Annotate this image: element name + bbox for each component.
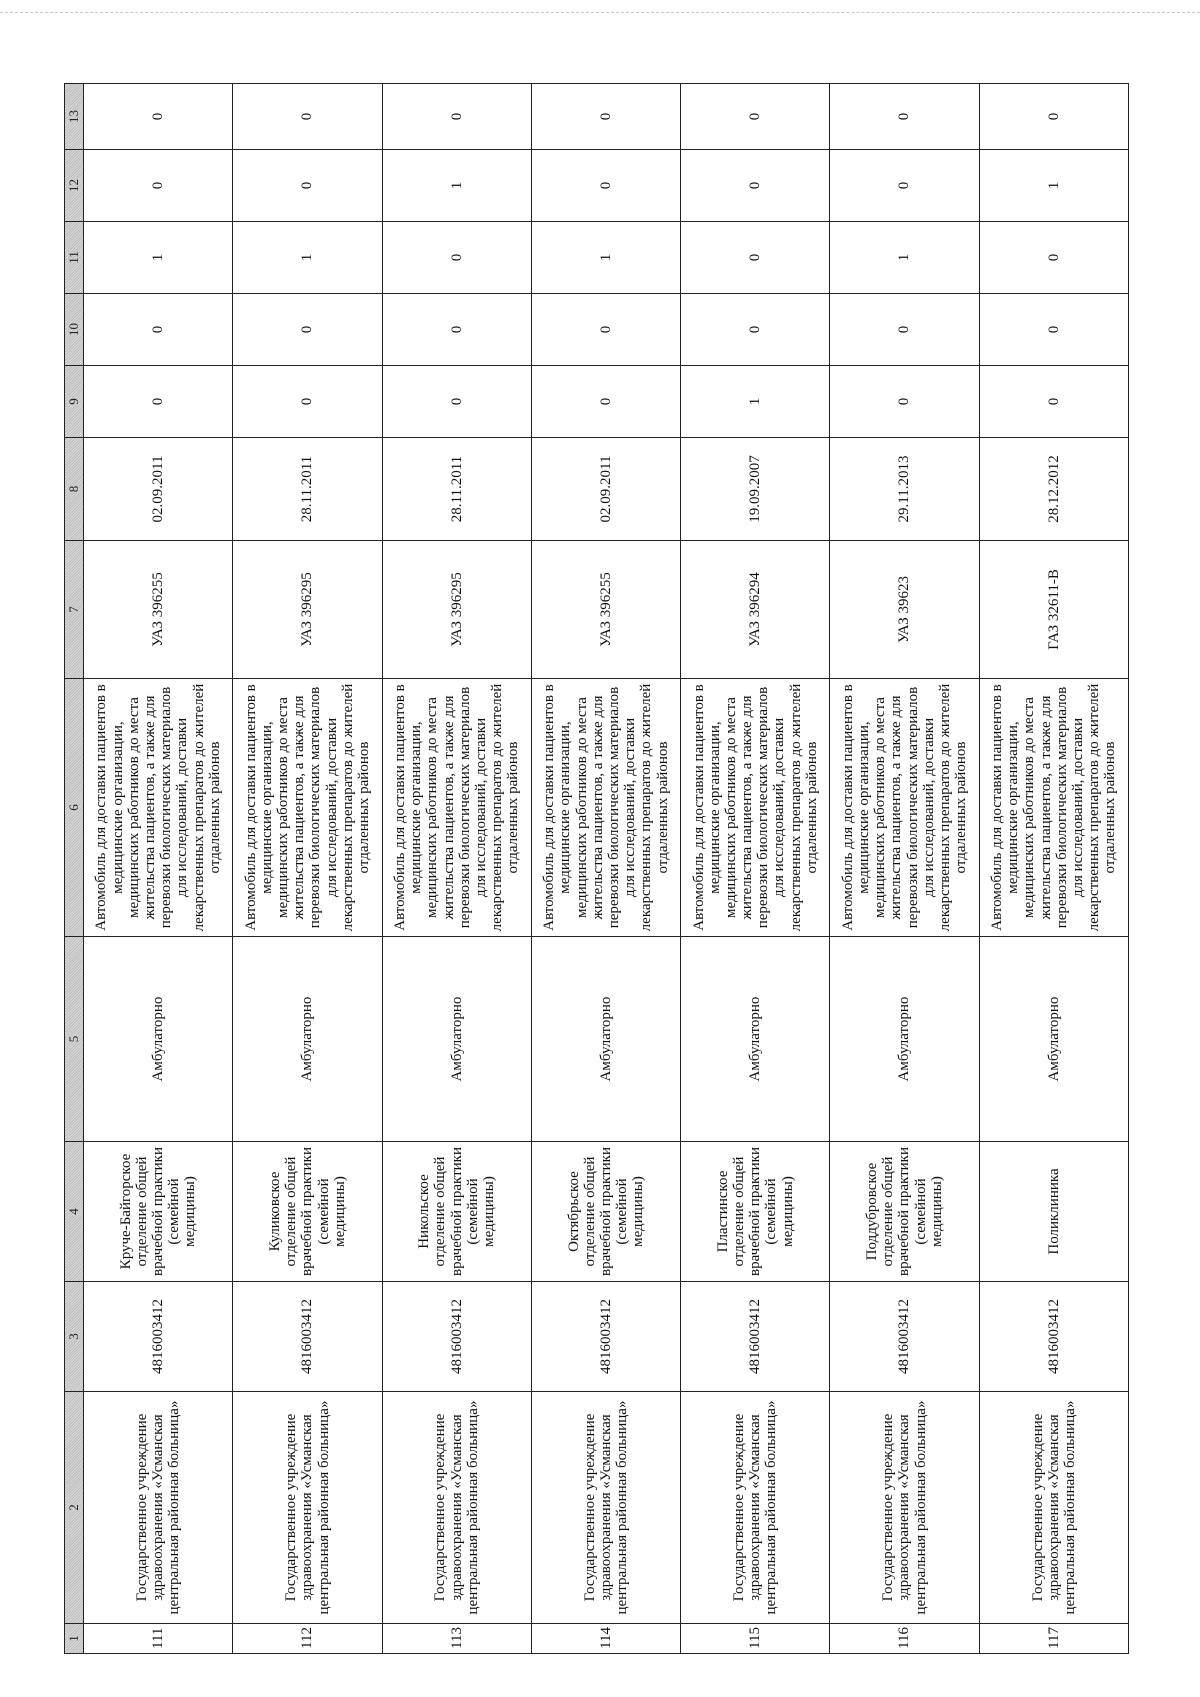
registration-date: 02.09.2011	[84, 438, 233, 541]
count-col-13: 0	[979, 84, 1128, 150]
count-col-9: 0	[233, 366, 382, 438]
count-col-11: 1	[531, 222, 680, 294]
column-number: 12	[65, 150, 84, 222]
vehicle-purpose: Автомобиль для доставки пациентов в медицинские организации, медицинских работников до места жительства пациентов, а также для перевозки биологических материалов для исследований, доставки лекарственных препаратов до жителей отдаленных районов	[681, 679, 830, 937]
column-number: 3	[65, 1282, 84, 1392]
care-type: Амбулаторно	[382, 937, 531, 1142]
count-col-12: 0	[830, 150, 979, 222]
count-col-11: 0	[681, 222, 830, 294]
column-number: 6	[65, 679, 84, 937]
table-row	[382, 84, 531, 1654]
table-row	[681, 84, 830, 1654]
count-col-9: 0	[979, 366, 1128, 438]
count-col-12: 1	[979, 150, 1128, 222]
department-name: Поликлиника	[979, 1142, 1128, 1282]
registration-date: 28.12.2012	[979, 438, 1128, 541]
count-col-13: 0	[681, 84, 830, 150]
row-number: 111	[84, 1624, 233, 1654]
inn-value: 4816003412	[382, 1282, 531, 1392]
vehicle-model: УАЗ 39623	[830, 541, 979, 679]
count-col-9: 0	[830, 366, 979, 438]
count-col-13: 0	[233, 84, 382, 150]
organization-name: Государственное учреждение здравоохранения «Усманская центральная районная больница»	[382, 1392, 531, 1624]
department-name: Октябрьское отделение общей врачебной практики (семейной медицины)	[531, 1142, 680, 1282]
registration-date: 28.11.2011	[233, 438, 382, 541]
inn-value: 4816003412	[84, 1282, 233, 1392]
column-number-row	[65, 84, 84, 1654]
vehicle-model: ГАЗ 32611-В	[979, 541, 1128, 679]
vehicle-model: УАЗ 396255	[84, 541, 233, 679]
count-col-10: 0	[84, 294, 233, 366]
count-col-9: 1	[681, 366, 830, 438]
count-col-9: 0	[84, 366, 233, 438]
department-name: Куликовское отделение общей врачебной практики (семейной медицины)	[233, 1142, 382, 1282]
table-row	[531, 84, 680, 1654]
count-col-13: 0	[531, 84, 680, 150]
vehicle-purpose: Автомобиль для доставки пациентов в медицинские организации, медицинских работников до места жительства пациентов, а также для перевозки биологических материалов для исследований, доставки лекарственных препаратов до жителей отдаленных районов	[382, 679, 531, 937]
row-number: 113	[382, 1624, 531, 1654]
row-number: 115	[681, 1624, 830, 1654]
count-col-11: 1	[830, 222, 979, 294]
table-row	[979, 84, 1128, 1654]
count-col-11: 0	[979, 222, 1128, 294]
scan-top-border	[0, 12, 1200, 13]
column-number: 1	[65, 1624, 84, 1654]
vehicle-purpose: Автомобиль для доставки пациентов в медицинские организации, медицинских работников до места жительства пациентов, а также для перевозки биологических материалов для исследований, доставки лекарственных препаратов до жителей отдаленных районов	[830, 679, 979, 937]
inn-value: 4816003412	[681, 1282, 830, 1392]
department-name: Пластинское отделение общей врачебной практики (семейной медицины)	[681, 1142, 830, 1282]
count-col-12: 0	[531, 150, 680, 222]
count-col-10: 0	[233, 294, 382, 366]
inn-value: 4816003412	[830, 1282, 979, 1392]
care-type: Амбулаторно	[979, 937, 1128, 1142]
registration-date: 02.09.2011	[531, 438, 680, 541]
table-row	[233, 84, 382, 1654]
count-col-12: 0	[233, 150, 382, 222]
count-col-13: 0	[382, 84, 531, 150]
vehicle-model: УАЗ 396295	[233, 541, 382, 679]
count-col-9: 0	[531, 366, 680, 438]
column-number: 7	[65, 541, 84, 679]
organization-name: Государственное учреждение здравоохранения «Усманская центральная районная больница»	[84, 1392, 233, 1624]
department-name: Никольское отделение общей врачебной практики (семейной медицины)	[382, 1142, 531, 1282]
inn-value: 4816003412	[979, 1282, 1128, 1392]
organization-name: Государственное учреждение здравоохранения «Усманская центральная районная больница»	[830, 1392, 979, 1624]
row-number: 117	[979, 1624, 1128, 1654]
column-number: 5	[65, 937, 84, 1142]
vehicle-registry-table	[64, 83, 1129, 1654]
rotated-document-sheet	[64, 84, 1129, 1654]
care-type: Амбулаторно	[531, 937, 680, 1142]
count-col-11: 0	[382, 222, 531, 294]
column-number: 4	[65, 1142, 84, 1282]
inn-value: 4816003412	[233, 1282, 382, 1392]
vehicle-purpose: Автомобиль для доставки пациентов в медицинские организации, медицинских работников до места жительства пациентов, а также для перевозки биологических материалов для исследований, доставки лекарственных препаратов до жителей отдаленных районов	[233, 679, 382, 937]
count-col-12: 0	[84, 150, 233, 222]
column-number: 11	[65, 222, 84, 294]
organization-name: Государственное учреждение здравоохранения «Усманская центральная районная больница»	[979, 1392, 1128, 1624]
count-col-10: 0	[830, 294, 979, 366]
department-name: Круче-Байгорское отделение общей врачебной практики (семейной медицины)	[84, 1142, 233, 1282]
column-number: 8	[65, 438, 84, 541]
registration-date: 19.09.2007	[681, 438, 830, 541]
count-col-10: 0	[531, 294, 680, 366]
column-number: 9	[65, 366, 84, 438]
vehicle-purpose: Автомобиль для доставки пациентов в медицинские организации, медицинских работников до места жительства пациентов, а также для перевозки биологических материалов для исследований, доставки лекарственных препаратов до жителей отдаленных районов	[84, 679, 233, 937]
organization-name: Государственное учреждение здравоохранения «Усманская центральная районная больница»	[233, 1392, 382, 1624]
care-type: Амбулаторно	[84, 937, 233, 1142]
column-number: 10	[65, 294, 84, 366]
organization-name: Государственное учреждение здравоохранения «Усманская центральная районная больница»	[531, 1392, 680, 1624]
count-col-10: 0	[382, 294, 531, 366]
count-col-12: 1	[382, 150, 531, 222]
care-type: Амбулаторно	[681, 937, 830, 1142]
column-number: 2	[65, 1392, 84, 1624]
vehicle-model: УАЗ 396255	[531, 541, 680, 679]
registration-date: 29.11.2013	[830, 438, 979, 541]
vehicle-model: УАЗ 396295	[382, 541, 531, 679]
care-type: Амбулаторно	[233, 937, 382, 1142]
department-name: Поддубровское отделение общей врачебной практики (семейной медицины)	[830, 1142, 979, 1282]
care-type: Амбулаторно	[830, 937, 979, 1142]
vehicle-purpose: Автомобиль для доставки пациентов в медицинские организации, медицинских работников до места жительства пациентов, а также для перевозки биологических материалов для исследований, доставки лекарственных препаратов до жителей отдаленных районов	[531, 679, 680, 937]
column-number: 13	[65, 84, 84, 150]
registration-date: 28.11.2011	[382, 438, 531, 541]
count-col-13: 0	[830, 84, 979, 150]
count-col-10: 0	[681, 294, 830, 366]
count-col-11: 1	[233, 222, 382, 294]
row-number: 112	[233, 1624, 382, 1654]
organization-name: Государственное учреждение здравоохранения «Усманская центральная районная больница»	[681, 1392, 830, 1624]
row-number: 116	[830, 1624, 979, 1654]
table-row	[830, 84, 979, 1654]
vehicle-model: УАЗ 396294	[681, 541, 830, 679]
row-number: 114	[531, 1624, 680, 1654]
table-row	[84, 84, 233, 1654]
count-col-11: 1	[84, 222, 233, 294]
inn-value: 4816003412	[531, 1282, 680, 1392]
count-col-12: 0	[681, 150, 830, 222]
count-col-10: 0	[979, 294, 1128, 366]
count-col-13: 0	[84, 84, 233, 150]
vehicle-purpose: Автомобиль для доставки пациентов в медицинские организации, медицинских работников до места жительства пациентов, а также для перевозки биологических материалов для исследований, доставки лекарственных препаратов до жителей отдаленных районов	[979, 679, 1128, 937]
count-col-9: 0	[382, 366, 531, 438]
